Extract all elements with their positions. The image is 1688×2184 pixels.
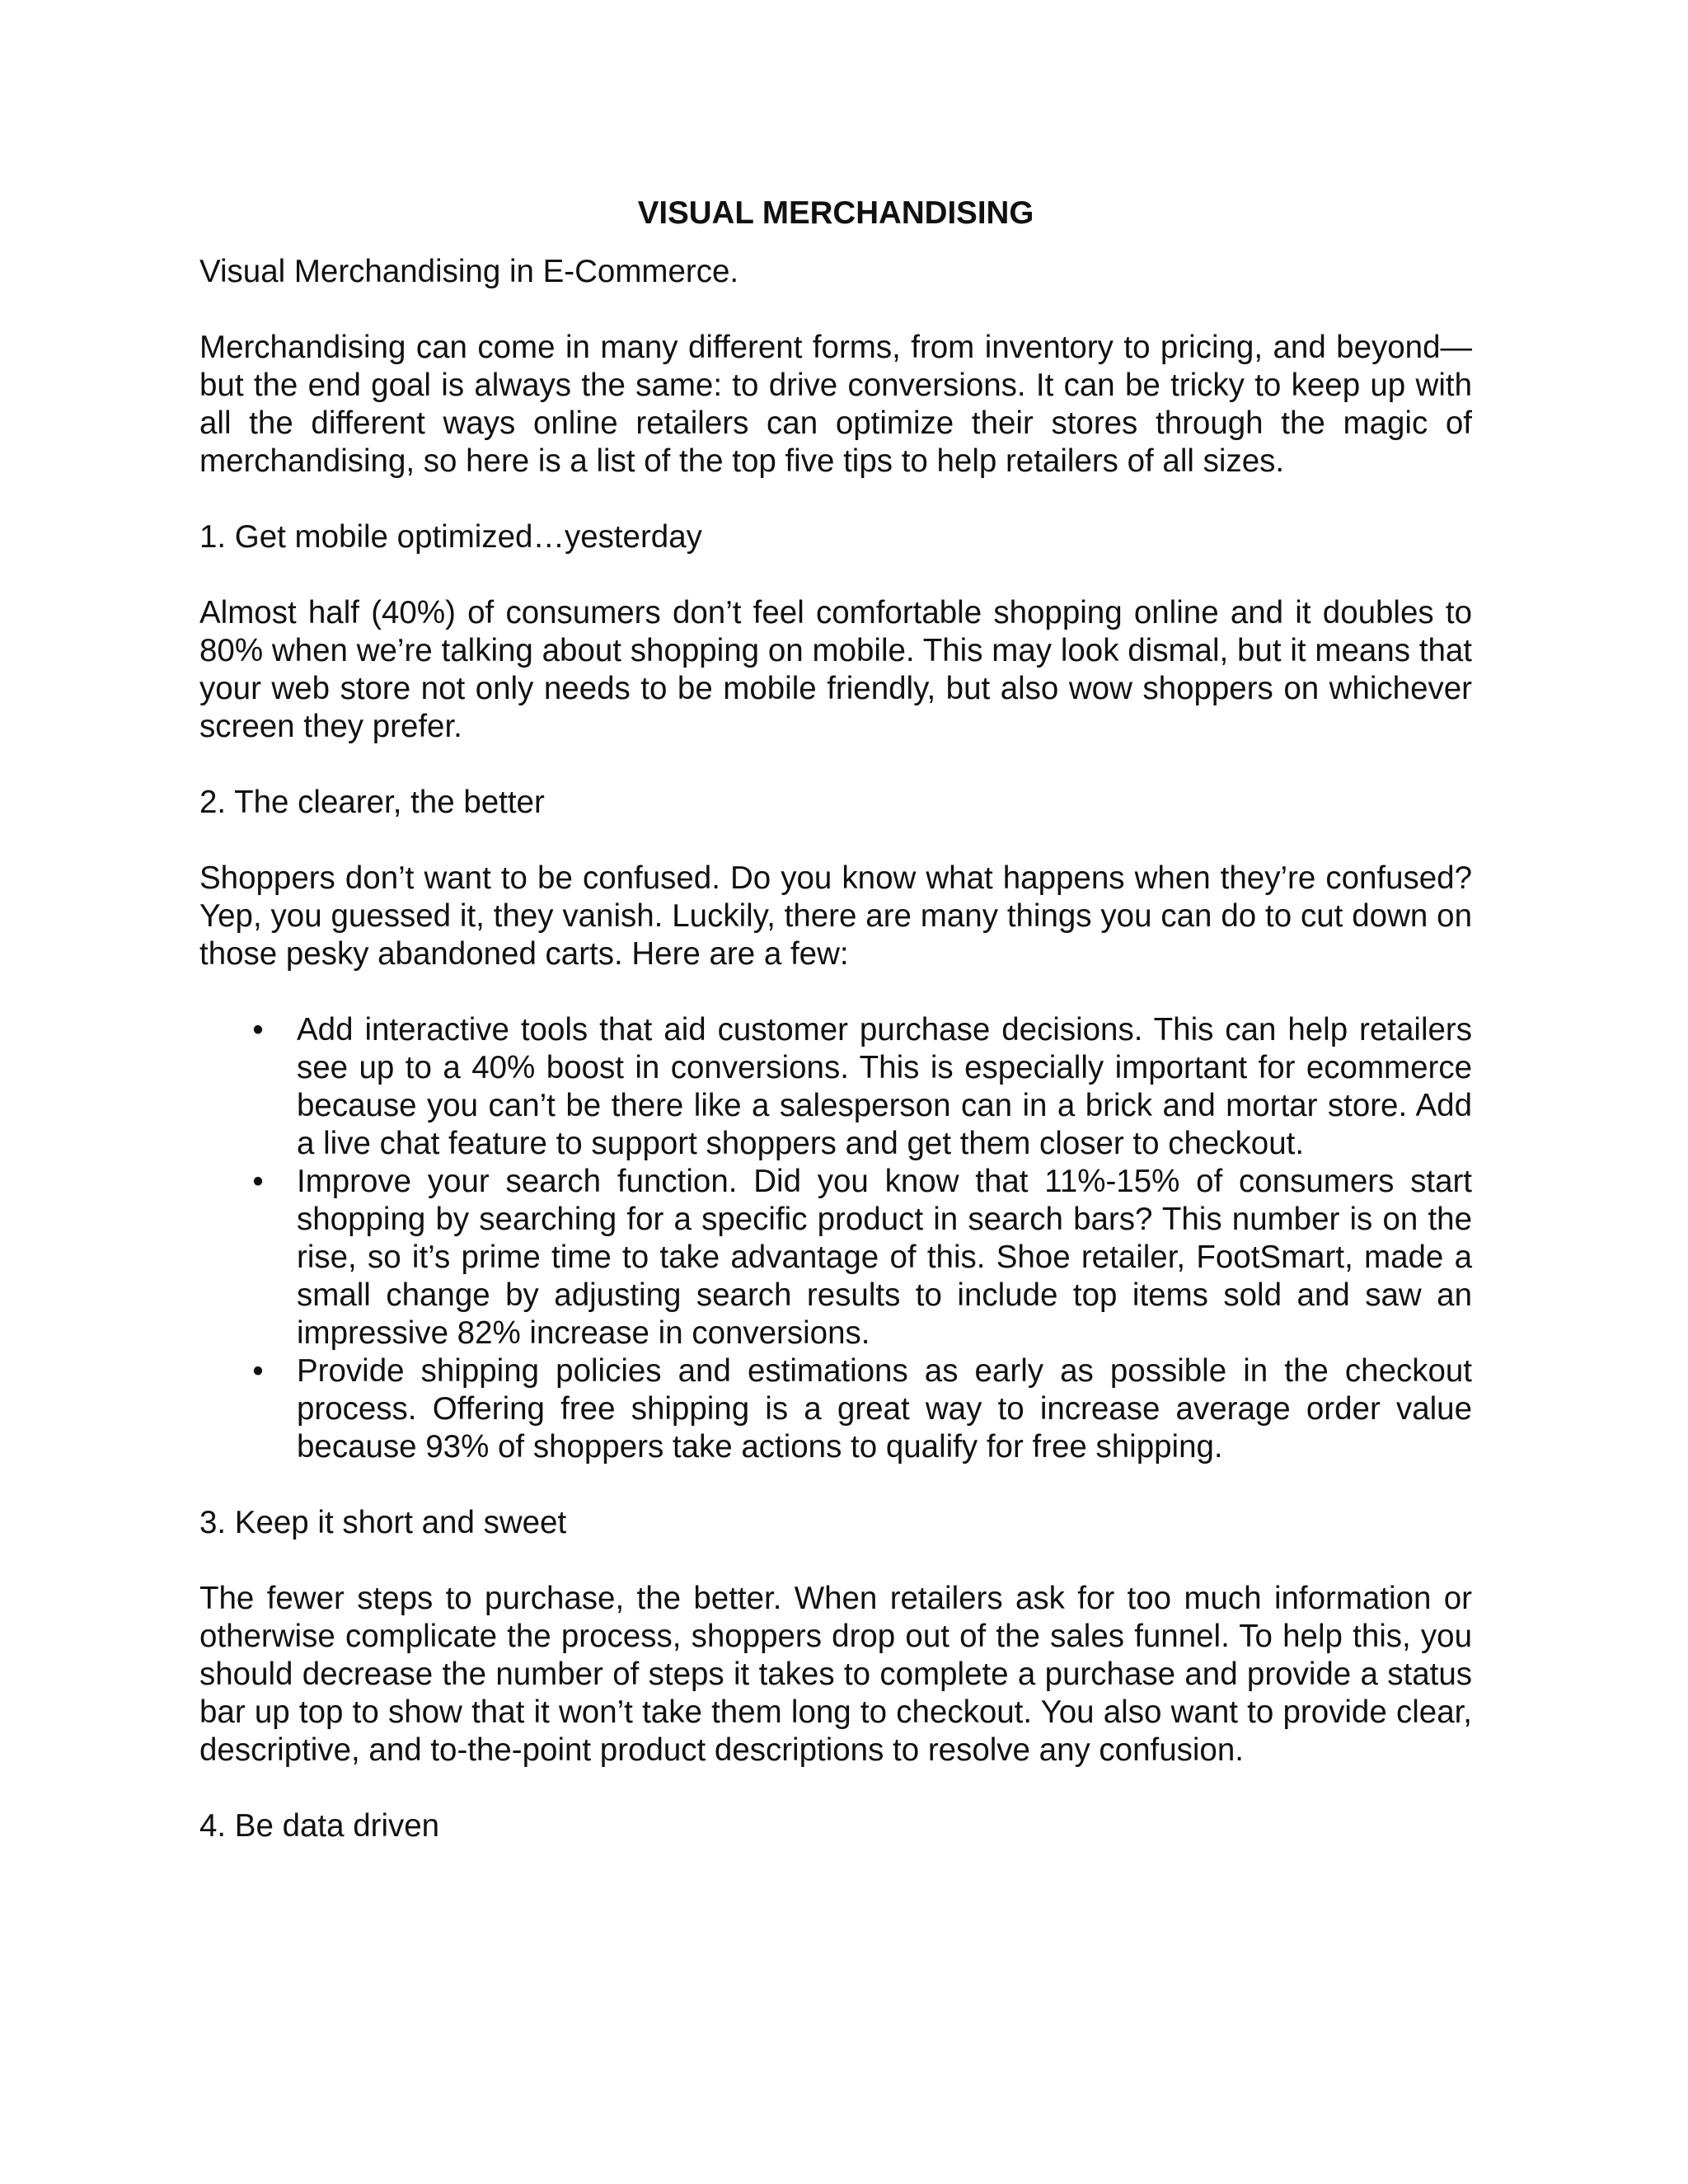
bullet-text: Provide shipping policies and estimations as early as possible in the checkout process. Offering free shipping is a great way to increase average order value because 93% of shoppers take actions to qualify for free shipping.	[297, 1353, 1472, 1465]
section-body-3: The fewer steps to purchase, the better. When retailers ask for too much information or otherwise complicate the process, shoppers drop out of the sales funnel. To help this, you should decrease the number of steps it takes to complete a purchase and provide a status bar up top to show that it won’t take them long to checkout. You also want to provide clear, descriptive, and to-the-point product descriptions to resolve any confusion.	[199, 1581, 1472, 1768]
list-item	[199, 1352, 1472, 1466]
tips-bullet-list	[199, 1011, 1472, 1466]
section-heading-3: 3. Keep it short and sweet	[199, 1505, 567, 1540]
document-content	[199, 194, 1472, 1883]
section-heading-4: 4. Be data driven	[199, 1808, 440, 1844]
page-title: VISUAL MERCHANDISING	[637, 195, 1034, 231]
document-subtitle: Visual Merchandising in E-Commerce.	[199, 254, 739, 289]
section-heading-2: 2. The clearer, the better	[199, 785, 545, 820]
bullet-icon: •	[252, 1164, 264, 1199]
bullet-icon: •	[252, 1353, 264, 1389]
bullet-icon: •	[252, 1012, 264, 1047]
section-body-2: Shoppers don’t want to be confused. Do you know what happens when they’re confused? Yep, you guessed it, they vanish. Luckily, there are many things you can do to cut down on those pesky abandoned carts. Here are a few:	[199, 860, 1472, 972]
bullet-text: Add interactive tools that aid customer purchase decisions. This can help retailers see up to a 40% boost in conversions. This is especially important for ecommerce because you can’t be there like a salesperson can in a brick and mortar store. Add a live chat feature to support shoppers and get them closer to checkout.	[297, 1012, 1472, 1161]
intro-paragraph: Merchandising can come in many different forms, from inventory to pricing, and beyond—but the end goal is always the same: to drive conversions. It can be tricky to keep up with all the different ways online retailers can optimize their stores through the magic of merchandising, so here is a list of the top five tips to help retailers of all sizes.	[199, 330, 1472, 479]
bullet-text: Improve your search function. Did you know that 11%-15% of consumers start shopping by searching for a specific product in search bars? This number is on the rise, so it’s prime time to take advantage of this. Shoe retailer, FootSmart, made a small change by adjusting search results to include top items sold and saw an impressive 82% increase in conversions.	[297, 1164, 1472, 1351]
section-heading-1: 1. Get mobile optimized…yesterday	[199, 519, 702, 555]
list-item	[199, 1011, 1472, 1163]
list-item	[199, 1163, 1472, 1352]
section-body-1: Almost half (40%) of consumers don’t feel comfortable shopping online and it doubles to 80% when we’re talking about shopping on mobile. This may look dismal, but it means that your web store not only needs to be mobile friendly, but also wow shoppers on whichever screen they prefer.	[199, 595, 1472, 744]
